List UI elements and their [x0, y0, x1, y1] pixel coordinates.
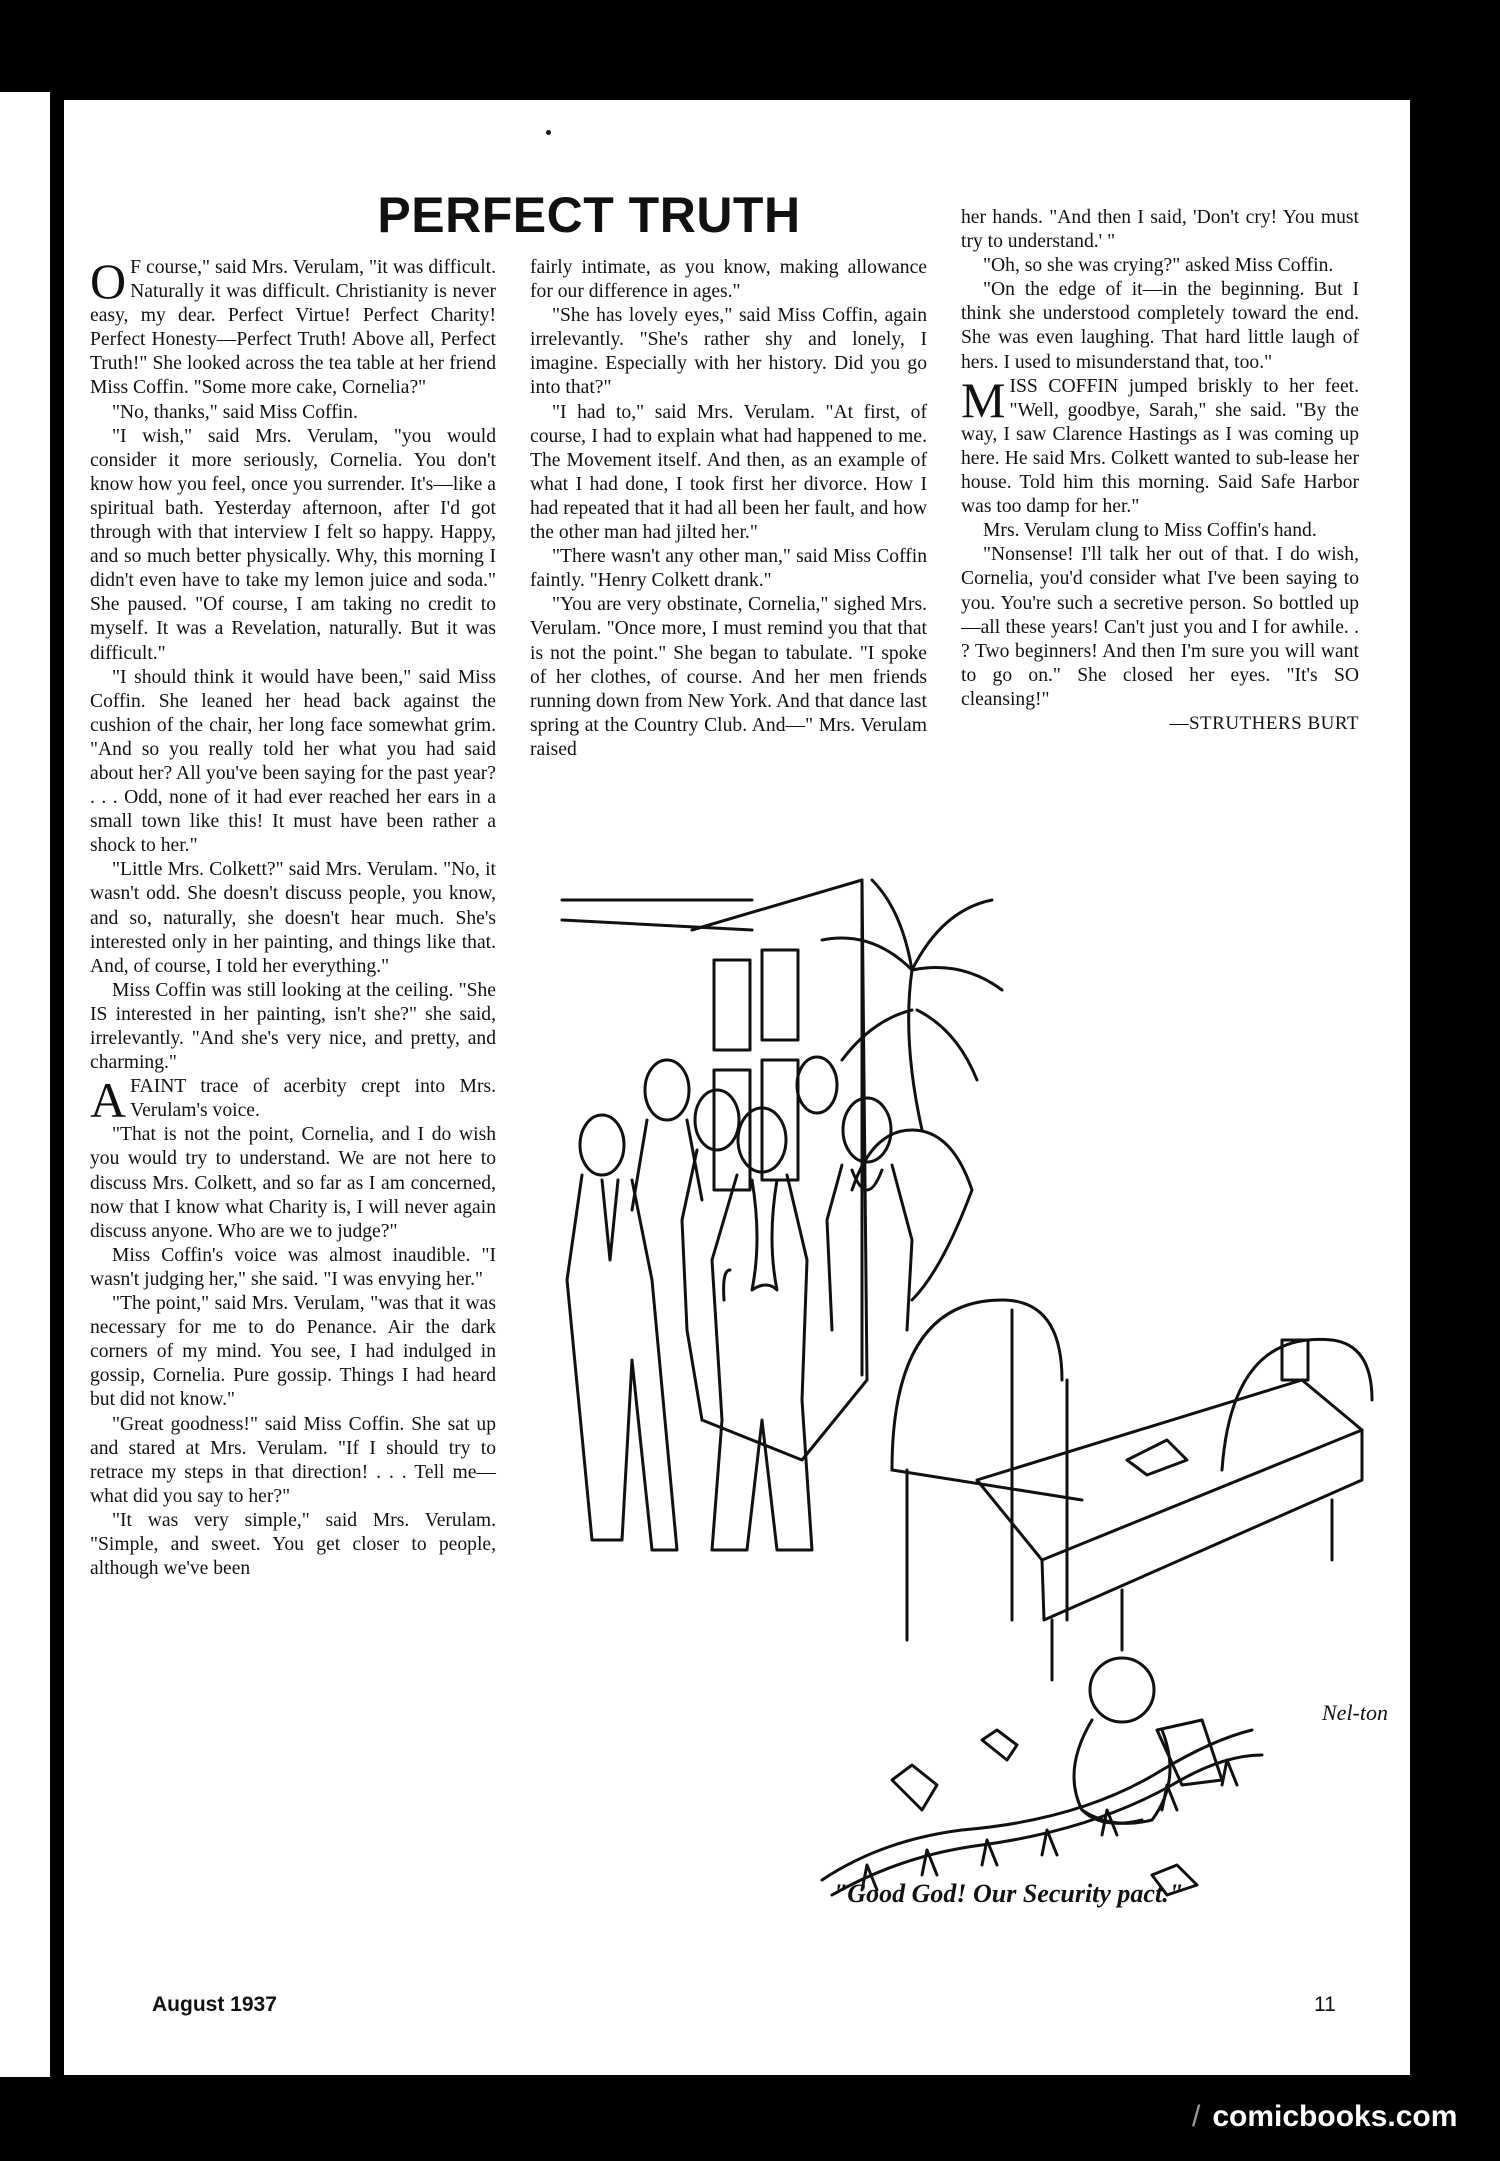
- article-column-3: [961, 206, 1359, 736]
- drop-cap: M: [961, 371, 1006, 428]
- facing-page-edge: [0, 92, 50, 2077]
- watermark: / comicbooks.com: [1192, 2100, 1458, 2133]
- paragraph: "She has lovely eyes," said Miss Coffin, again irrelevantly. "She's rather shy and lonely, I imagine. Especially with her history. Did you go into that?": [530, 305, 927, 399]
- article-column-2: [530, 256, 927, 762]
- artist-signature-image: Nel-ton: [1322, 1700, 1388, 1725]
- cartoon-caption: "Good God! Our Security pact.": [832, 1879, 1184, 1908]
- paragraph: "There wasn't any other man," said Miss Coffin faintly. "Henry Colkett drank.": [530, 546, 927, 592]
- paragraph: "I should think it would have been," said Miss Coffin. She leaned her head back against the cushion of the chair, her long face somewhat grim. "And so you really told her what you had said about her? All you've been saying for the past year? . . . Odd, none of it had ever reached her ears in a small town like this! It must have been rather a shock to her.": [90, 666, 496, 857]
- paragraph: "That is not the point, Cornelia, and I do wish you would try to understand. We are not here to discuss Mrs. Colkett, and so far as I am concerned, now that I know what Charity is, I will never again discuss anyone. Who are we to judge?": [90, 1124, 496, 1242]
- paragraph: fairly intimate, as you know, making allowance for our difference in ages.": [530, 257, 927, 303]
- paragraph: "Nonsense! I'll talk her out of that. I do wish, Cornelia, you'd consider what I've been saying to you. You're such a secretive person. So bottled up—all these years! Can't just you and I for awhile. . ? Two beginners! And then I'm sure you will want to go on." She closed her eyes. "It's SO cleansing!": [961, 544, 1359, 710]
- article-title: PERFECT TRUTH: [377, 187, 801, 243]
- paragraph: AFAINT trace of acerbity crept into Mrs. Verulam's voice.: [90, 1072, 496, 1129]
- men-group-drawing: [567, 1057, 912, 1550]
- paragraph: "Little Mrs. Colkett?" said Mrs. Verulam. "No, it wasn't odd. She doesn't discuss people, you know, and so, naturally, she doesn't hear much. She's interested only in her painting, and things like that. And, of course, I told her everything.": [90, 859, 496, 977]
- drop-cap: A: [90, 1072, 127, 1129]
- paragraph: "The point," said Mrs. Verulam, "was that it was necessary for me to do Penance. Air the dark corners of my mind. You see, I had indulged in gossip, Cornelia. Pure gossip. Things I had heard but did not know.": [90, 1293, 496, 1411]
- paragraph: "You are very obstinate, Cornelia," sighed Mrs. Verulam. "Once more, I must remind you that that is not the point." She began to tabulate. "I spoke of her clothes, of course. And her men friends running down from New York. And that dance last spring at the Country Club. And—" Mrs. Verulam raised: [530, 594, 927, 760]
- paragraph: her hands. "And then I said, 'Don't cry! You must try to understand.' ": [961, 207, 1359, 253]
- paper-doll-chain-drawing: [822, 1730, 1262, 1895]
- slash-icon: /: [1192, 2100, 1201, 2133]
- page-number: 11: [1314, 1993, 1336, 2016]
- issue-date: August 1937: [152, 1993, 277, 2016]
- print-dot: [546, 130, 551, 135]
- paragraph: "It was very simple," said Mrs. Verulam. "Simple, and sweet. You get closer to people, although we've been: [90, 1509, 496, 1580]
- paragraph: "Great goodness!" said Miss Coffin. She sat up and stared at Mrs. Verulam. "If I should try to retrace my steps in that direction! . . . Tell me—what did you say to her?": [90, 1413, 496, 1507]
- magazine-page: [64, 100, 1410, 2075]
- paragraph: "No, thanks," said Miss Coffin.: [112, 401, 358, 423]
- paragraph: Miss Coffin was still looking at the ceiling. "She IS interested in her painting, isn't she?" she said, irrelevantly. "And she's very nice, and pretty, and charming.": [90, 979, 496, 1074]
- paragraph: MISS COFFIN jumped briskly to her feet. "Well, goodbye, Sarah," she said. "By the way, I saw Clarence Hastings as I was coming up here. He said Mrs. Colkett wanted to sub-lease her house. Told him this morning. Said Safe Harbor was too damp for her.": [961, 371, 1359, 518]
- paragraph: "Oh, so she was crying?" asked Miss Coffin.: [983, 255, 1334, 277]
- paragraph: Mrs. Verulam clung to Miss Coffin's hand.: [983, 520, 1317, 542]
- furniture-drawing: [892, 1300, 1372, 1680]
- author-signature: —STRUTHERS BURT: [1169, 712, 1359, 734]
- paragraph: "I wish," said Mrs. Verulam, "you would consider it more seriously, Cornelia. You don't know how you feel, once you surrender. It's—like a spiritual bath. Yesterday afternoon, after I'd got through with that interview I felt so happy. Happy, and so much better physically. Why, this morning I didn't even have to take my lemon juice and soda." She paused. "Of course, I am taking no credit to myself. It was a Revelation, naturally. But it was difficult.": [90, 425, 496, 664]
- paragraph: Miss Coffin's voice was almost inaudible. "I wasn't judging her," she said. "I was envying her.": [90, 1244, 496, 1290]
- paragraph: "I had to," said Mrs. Verulam. "At first, of course, I had to explain what had happened to me. The Movement itself. And then, as an example of what I had done, I took first her divorce. How I had repeated that it had all been her fault, and how the other man had jilted her.": [530, 401, 927, 544]
- paragraph: O F course," said Mrs. Verulam, "it was difficult. Naturally it was difficult. Christianity is never easy, my dear. Perfect Virtue! Perfect Charity! Perfect Honesty—Perfect Truth! Above all, Perfect Truth!" She looked across the tea table at her friend Miss Coffin. "Some more cake, Cornelia?": [90, 253, 496, 399]
- article-column-1: [90, 253, 496, 1581]
- cartoon-illustration: [562, 860, 1388, 1930]
- drop-cap: O: [90, 253, 127, 309]
- paragraph: "On the edge of it—in the beginning. But I think she understood completely toward the end. She was even laughing. That hard little laugh of hers. I used to misunderstand that, too.": [961, 279, 1359, 373]
